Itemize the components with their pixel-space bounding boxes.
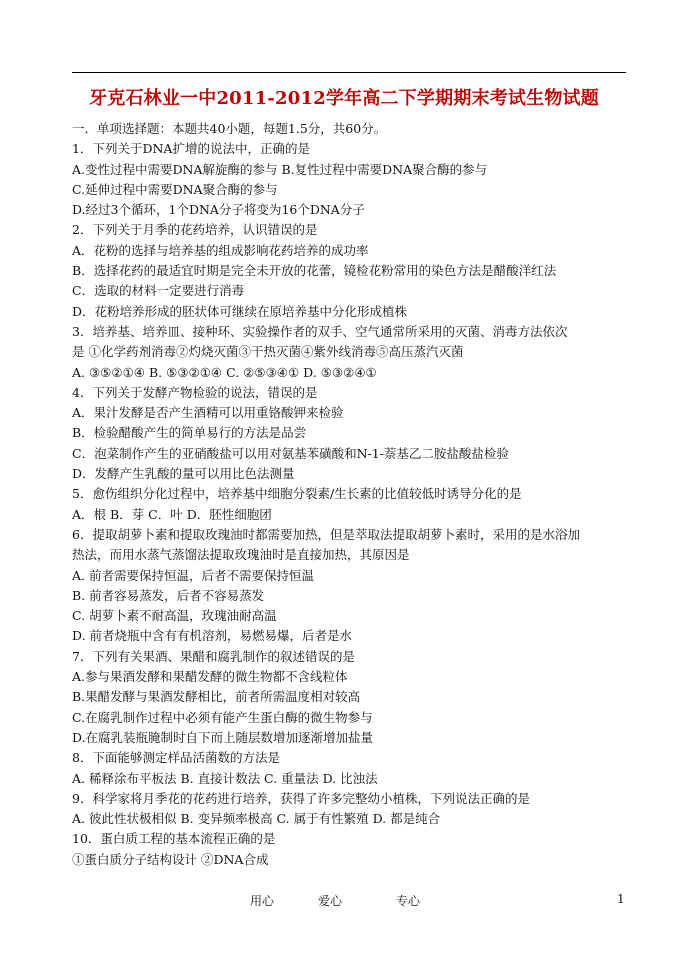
text-line: C.在腐乳制作过程中必须有能产生蛋白酶的微生物参与 <box>72 709 373 725</box>
text-line: A. 稀释涂布平板法 B. 直接计数法 C. 重量法 D. 比浊法 <box>72 770 378 786</box>
text-line: A. 彼此性状极相似 B. 变异频率极高 C. 属于有性繁殖 D. 都是纯合 <box>72 811 441 827</box>
text-line: D. 前者烧瓶中含有有机溶剂，易燃易爆，后者是水 <box>72 628 353 644</box>
text-line: A．花粉的选择与培养基的组成影响花药培养的成功率 <box>72 242 369 258</box>
text-line: 6．提取胡萝卜素和提取玫瑰油时都需要加热，但是萃取法提取胡萝卜素时，采用的是水浴加 <box>72 526 580 542</box>
text-line: D.经过3个循环，1个DNA分子将变为16个DNA分子 <box>72 202 365 218</box>
text-line: A．果汁发酵是否产生酒精可以用重铬酸钾来检验 <box>72 405 344 421</box>
text-line: C. 胡萝卜素不耐高温，玫瑰油耐高温 <box>72 608 277 624</box>
exam-body <box>72 119 632 870</box>
text-line: C．泡菜制作产生的亚硝酸盐可以用对氨基苯磺酸和N-1-萘基乙二胺盐酸盐检验 <box>72 445 509 461</box>
text-line: 7．下列有关果酒、果醋和腐乳制作的叙述错误的是 <box>72 648 355 664</box>
text-line: 2．下列关于月季的花药培养，认识错误的是 <box>72 222 318 238</box>
text-line: B．检验醋酸产生的简单易行的方法是品尝 <box>72 425 307 441</box>
page-title: 牙克石林业一中2011-2012学年高二下学期期末考试生物试题 <box>89 88 599 109</box>
text-line: 5．愈伤组织分化过程中，培养基中细胞分裂素/生长素的比值较低时诱导分化的是 <box>72 486 522 502</box>
text-line: 3．培养基、培养皿、接种环、实验操作者的双手、空气通常所采用的灭菌、消毒方法依次 <box>72 323 568 339</box>
text-line: 是 ①化学药剂消毒②灼烧灭菌③干热灭菌④紫外线消毒⑤高压蒸汽灭菌 <box>72 344 464 360</box>
text-line: 4．下列关于发酵产物检验的说法，错误的是 <box>72 384 318 400</box>
text-line: D．花粉培养形成的胚状体可继续在原培养基中分化形成植株 <box>72 303 408 319</box>
page-number: 1 <box>617 892 625 906</box>
text-line: C.延伸过程中需要DNA聚合酶的参与 <box>72 181 278 197</box>
text-line: A. ③⑤②①④ B. ⑤③②①④ C. ②⑤③④① D. ⑤③②④① <box>72 364 377 380</box>
footer-word-3: 专心 <box>396 894 421 908</box>
text-line: A.变性过程中需要DNA解旋酶的参与 B.复性过程中需要DNA聚合酶的参与 <box>72 161 488 177</box>
text-line: 9．科学家将月季花的花药进行培养，获得了许多完整幼小植株，下列说法正确的是 <box>72 790 530 806</box>
footer-word-2: 爱心 <box>318 894 343 908</box>
text-line: C．选取的材料一定要进行消毒 <box>72 283 245 299</box>
text-line: A. 前者需要保持恒温，后者不需要保持恒温 <box>72 567 314 583</box>
header-rule <box>72 72 626 73</box>
footer-word-1: 用心 <box>250 894 275 908</box>
text-line: 1．下列关于DNA扩增的说法中，正确的是 <box>72 141 310 157</box>
text-line: 8．下面能够测定样品活菌数的方法是 <box>72 750 280 766</box>
text-line: 一．单项选择题：本题共40小题，每题1.5分，共60分。 <box>72 121 387 136</box>
text-line: B.果醋发酵与果酒发酵相比，前者所需温度相对较高 <box>72 689 361 705</box>
text-line: B．选择花药的最适宜时期是完全未开放的花蕾，镜检花粉常用的染色方法是醋酸洋红法 <box>72 263 557 279</box>
text-line: ①蛋白质分子结构设计 ②DNA合成 <box>72 851 269 867</box>
text-line: B. 前者容易蒸发，后者不容易蒸发 <box>72 587 265 603</box>
text-line: D．发酵产生乳酸的量可以用比色法测量 <box>72 466 295 482</box>
text-line: 10．蛋白质工程的基本流程正确的是 <box>72 831 276 847</box>
text-line: A．根 B．芽 C．叶 D．胚性细胞团 <box>72 506 272 522</box>
text-line: D.在腐乳装瓶腌制时自下而上随层数增加逐渐增加盐量 <box>72 729 374 745</box>
text-line: 热法，而用水蒸气蒸馏法提取玫瑰油时是直接加热，其原因是 <box>72 547 410 563</box>
text-line: A.参与果酒发酵和果醋发酵的微生物都不含线粒体 <box>72 669 348 685</box>
